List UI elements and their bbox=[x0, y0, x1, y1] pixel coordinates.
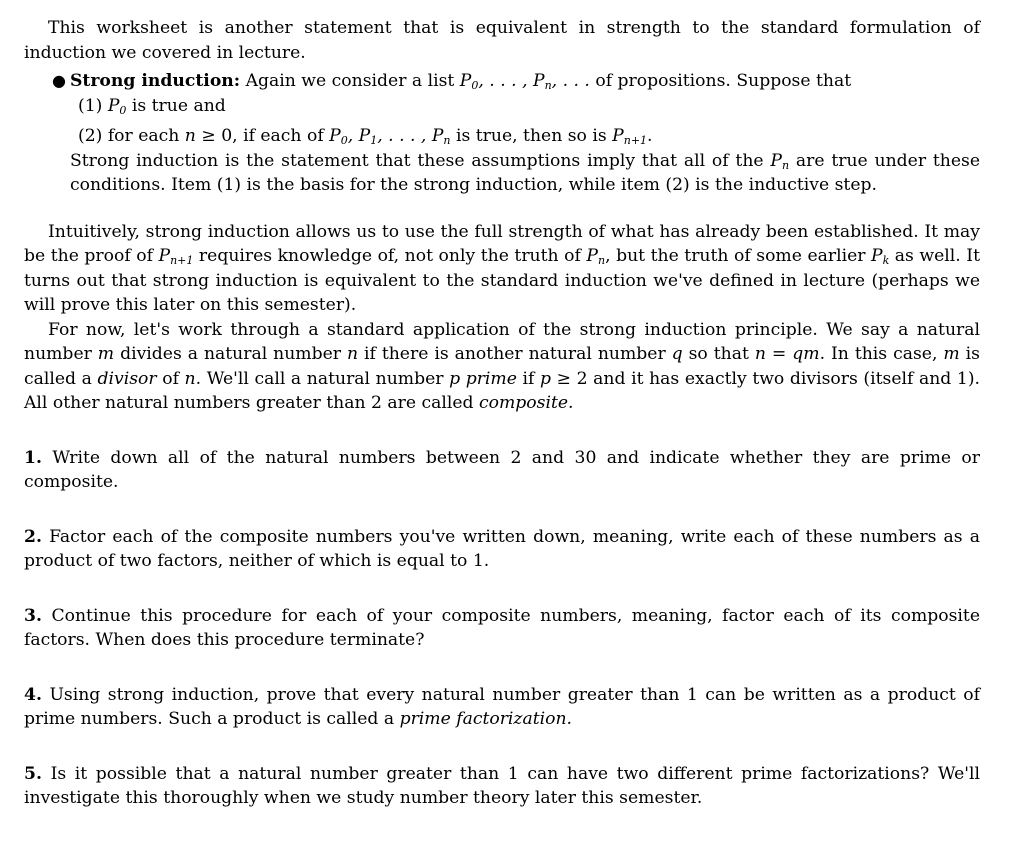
divisor-paragraph: For now, let's work through a standard application of the strong induction principle. We say a natural number m divides a natural number n if there is another natural number q so that n = qm. In this case, m is called a divisor of n. We'll call a natural number p prime if p ≥ 2 and it has exactly two divisors (itself and 1). All other natural numbers greater than 2 are called composite. bbox=[24, 319, 981, 413]
strong-induction-definition bbox=[52, 69, 980, 198]
question-3: 3. Continue this procedure for each of your composite numbers, meaning, factor each of its composite factors. When does this procedure terminate? bbox=[24, 605, 980, 650]
hypothesis-1: (1) $P_0$ is true and bbox=[78, 95, 226, 117]
intuition-paragraph: Intuitively, strong induction allows us to use the full strength of what has already been established. It may be the proof of $P_{n+1}$ requires knowledge of, not only the truth of $P_n$, but the truth of some earlier $P_k$ as well. It turns out that strong induction is equivalent to the standard induction we've defined in lecture (perhaps we will prove this later on this semester). bbox=[24, 221, 980, 315]
math-list: $P_0$, . . . , $P_n$, . . . bbox=[459, 71, 590, 92]
question-5: 5. Is it possible that a natural number greater than 1 can have two different prime factorizations? We'll investigate this thoroughly when we study number theory later this semester. bbox=[24, 763, 980, 808]
question-2: 2. Factor each of the composite numbers you've written down, meaning, write each of these numbers as a product of two factors, neither of which is equal to 1. bbox=[24, 526, 980, 571]
hypothesis-list bbox=[78, 94, 980, 149]
question-4: 4. Using strong induction, prove that every natural number greater than 1 can be written as a product of prime numbers. Such a product is called a prime factorization. bbox=[24, 684, 980, 729]
strong-induction-conclusion: Strong induction is the statement that these assumptions imply that all of the $P_n$ are true under these conditions. Item (1) is the basis for the strong induction, while item (2) is the inductive step. bbox=[70, 150, 980, 195]
worksheet bbox=[24, 16, 980, 811]
bullet-icon: ● bbox=[52, 71, 66, 90]
hypothesis-2: (2) for each n ≥ 0, if each of $P_0$, $P_1$, . . . , $P_n$ is true, then so is $P_{n+1}$. bbox=[78, 126, 653, 147]
strong-induction-label: Strong induction: bbox=[70, 71, 241, 91]
intro-paragraph: This worksheet is another statement that is equivalent in strength to the standard formulation of induction we covered in lecture. bbox=[24, 18, 980, 63]
question-1: 1. Write down all of the natural numbers between 2 and 30 and indicate whether they are prime or composite. bbox=[24, 447, 980, 492]
strong-induction-lead: Strong induction: Again we consider a list $P_0$, . . . , $P_n$, . . . of propositions. Suppose that bbox=[70, 71, 852, 92]
